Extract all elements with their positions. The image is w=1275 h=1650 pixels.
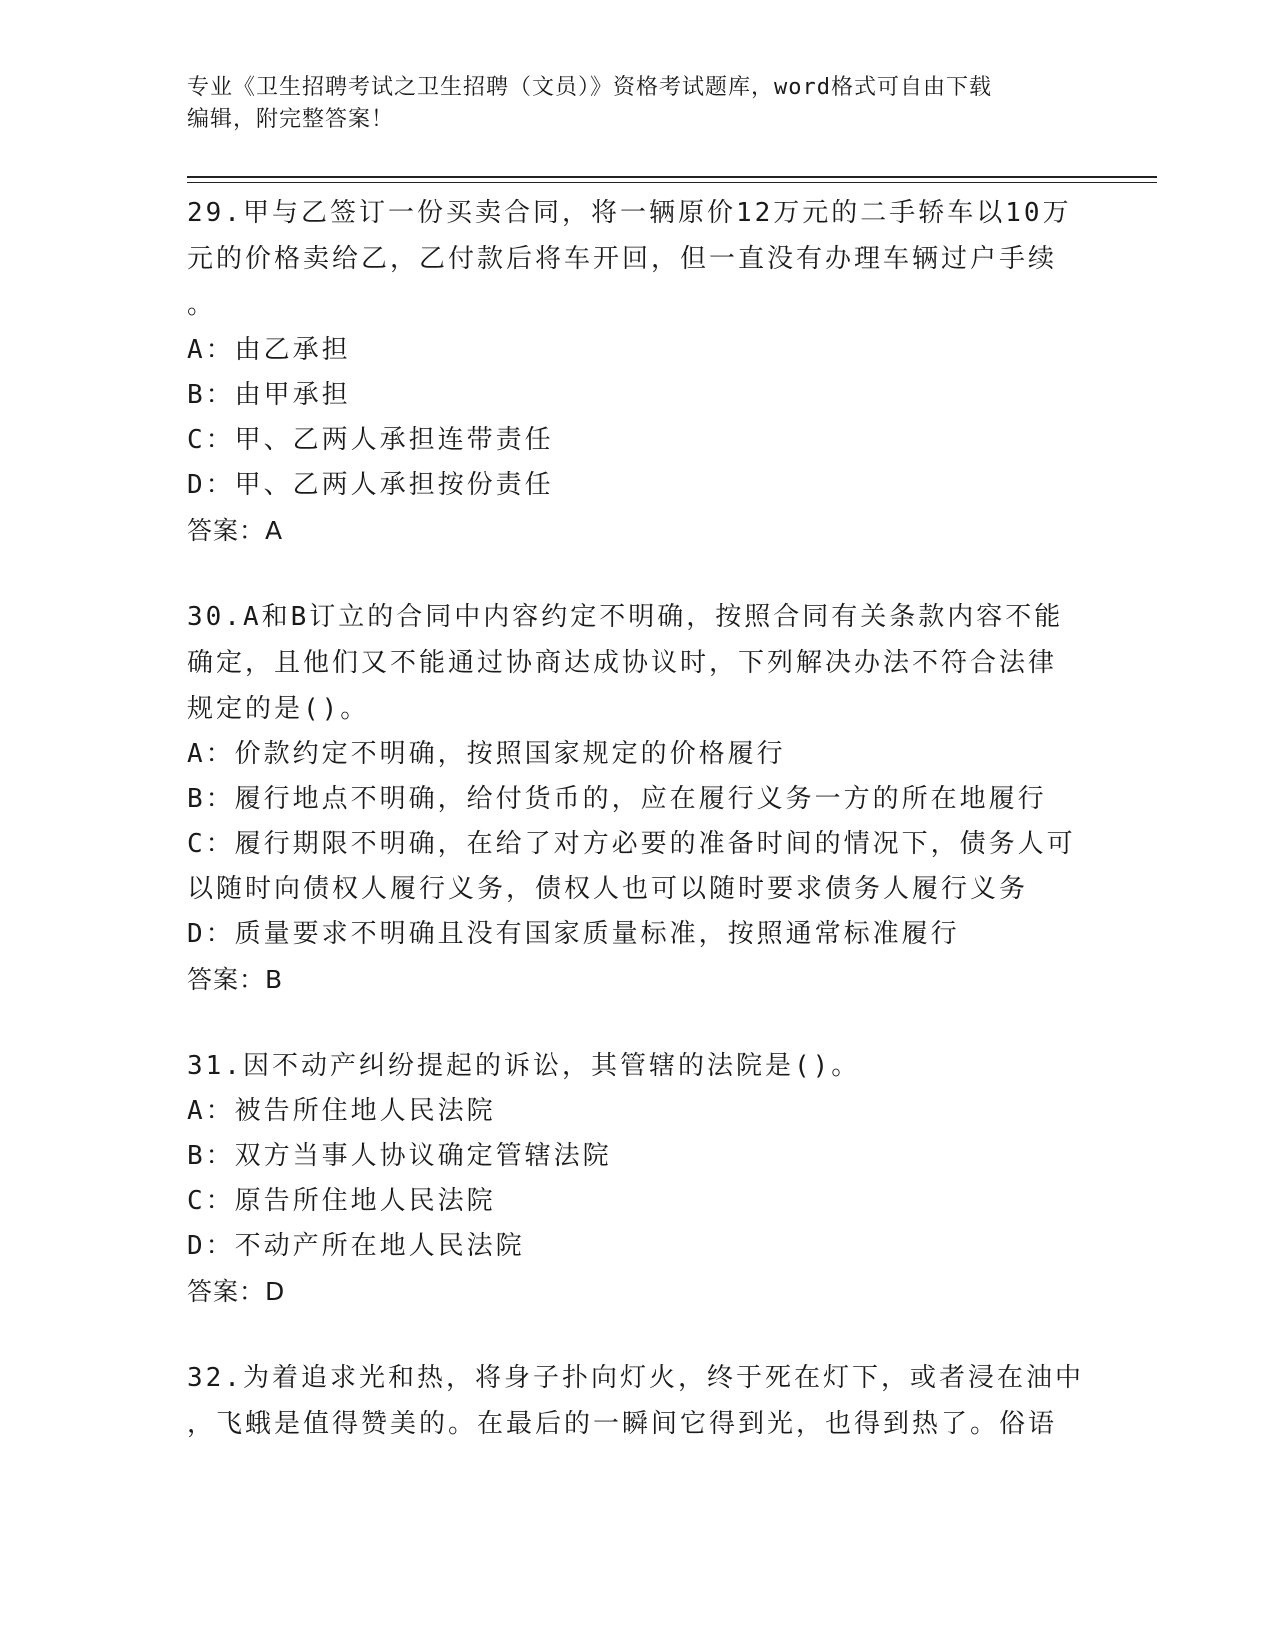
question-stem-line: 29.甲与乙签订一份买卖合同，将一辆原价12万元的二手轿车以10万 bbox=[187, 198, 1072, 228]
question-31 bbox=[187, 1043, 1087, 1315]
question-stem-line: 30.A和B订立的合同中内容约定不明确，按照合同有关条款内容不能 bbox=[187, 602, 1064, 632]
question-30 bbox=[187, 594, 1087, 1003]
option-d: D：质量要求不明确且没有国家质量标准，按照通常标准履行 bbox=[187, 919, 960, 949]
option-a: A：被告所住地人民法院 bbox=[187, 1096, 496, 1126]
question-stem-line: 32.为着追求光和热，将身子扑向灯火，终于死在灯下，或者浸在油中 bbox=[187, 1363, 1084, 1393]
question-stem-line: 确定，且他们又不能通过协商达成协议时，下列解决办法不符合法律 bbox=[187, 648, 1058, 678]
option-c: C：原告所住地人民法院 bbox=[187, 1186, 496, 1216]
header-divider-thin bbox=[187, 182, 1157, 183]
header-line-2: 编辑，附完整答案！ bbox=[187, 107, 395, 132]
option-a: A：价款约定不明确，按照国家规定的价格履行 bbox=[187, 739, 786, 769]
answer-label: 答案：D bbox=[187, 1277, 286, 1306]
question-stem-line: 31.因不动产纠纷提起的诉讼，其管辖的法院是()。 bbox=[187, 1051, 861, 1081]
question-stem-line: 规定的是()。 bbox=[187, 694, 370, 724]
question-list bbox=[187, 190, 1087, 1487]
answer-label: 答案：B bbox=[187, 965, 284, 994]
option-c: C：履行期限不明确，在给了对方必要的准备时间的情况下，债务人可 bbox=[187, 829, 1076, 859]
question-stem-line: 。 bbox=[187, 290, 217, 320]
option-c-continued: 以随时向债权人履行义务，债权人也可以随时要求债务人履行义务 bbox=[187, 874, 1029, 904]
option-b: B：履行地点不明确，给付货币的，应在履行义务一方的所在地履行 bbox=[187, 784, 1047, 814]
option-d: D：不动产所在地人民法院 bbox=[187, 1231, 525, 1261]
option-b: B：双方当事人协议确定管辖法院 bbox=[187, 1141, 612, 1171]
question-stem-line: 元的价格卖给乙，乙付款后将车开回，但一直没有办理车辆过户手续 bbox=[187, 244, 1058, 274]
question-32 bbox=[187, 1355, 1087, 1447]
option-c: C：甲、乙两人承担连带责任 bbox=[187, 425, 554, 455]
document-header bbox=[187, 72, 1067, 136]
question-stem-line: ，飞蛾是值得赞美的。在最后的一瞬间它得到光，也得到热了。俗语 bbox=[187, 1409, 1058, 1439]
header-divider-thick bbox=[187, 176, 1157, 178]
option-d: D：甲、乙两人承担按份责任 bbox=[187, 470, 554, 500]
header-line-1: 专业《卫生招聘考试之卫生招聘（文员）》资格考试题库，word格式可自由下载 bbox=[187, 75, 992, 100]
option-a: A：由乙承担 bbox=[187, 335, 351, 365]
question-29 bbox=[187, 190, 1087, 554]
option-b: B：由甲承担 bbox=[187, 380, 351, 410]
answer-label: 答案：A bbox=[187, 516, 284, 545]
